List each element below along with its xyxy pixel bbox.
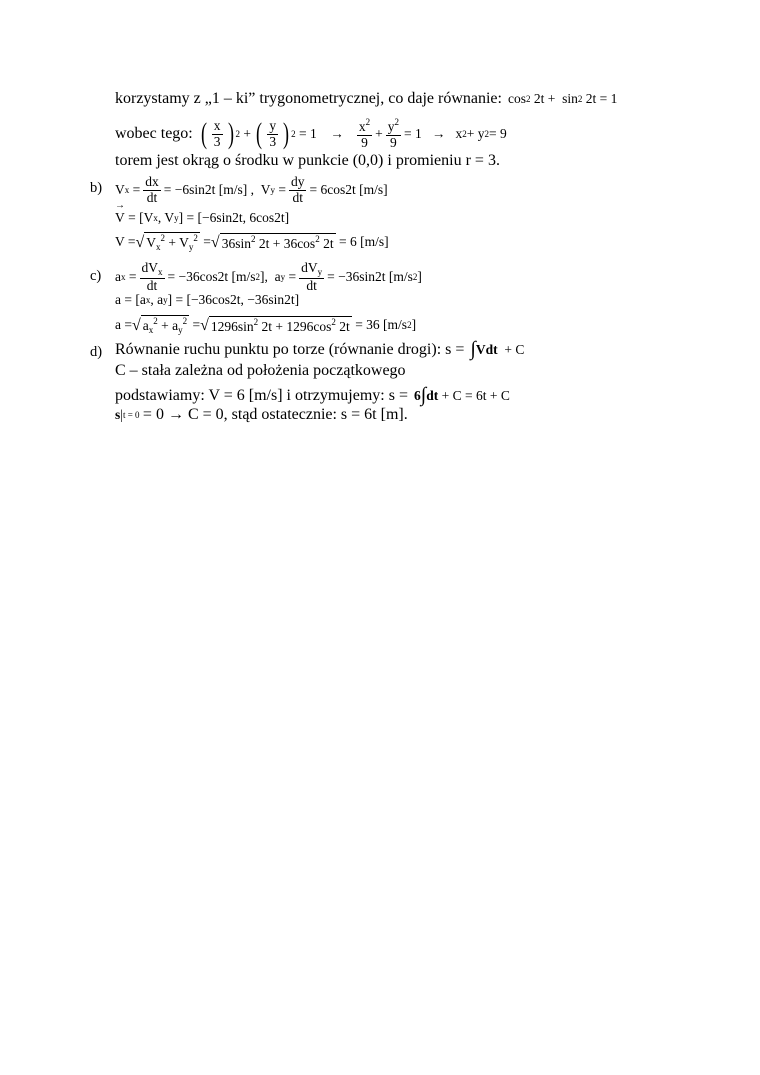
equation-acceleration-magnitude: a = √ $a_x^2 + a_y^2$ = √ $1296\sin^2$ $2t + 1296\cos^2$ 2t = 36 [m/s 2 ] — [115, 316, 417, 335]
text-final-result: = 0 → C = 0, stąd ostatecznie: s = 6t [m]. — [142, 406, 408, 423]
equation-acceleration-components: a x = $\frac{dV_x}{dt}$ = −36cos2t [m/s 2 ], a y = $\frac{dV_y}{dt}$ = −36sin2t [m/s 2 ] — [115, 260, 422, 293]
text-substitution: podstawiamy: V = 6 [m/s] i otrzymujemy: s = — [115, 386, 408, 404]
line-final-result — [115, 406, 408, 424]
equation-trig-identity: cos 2 2t + sin 2 2t = 1 — [507, 91, 618, 106]
line-velocity-magnitude — [115, 232, 389, 252]
item-marker-d: d) — [90, 344, 103, 360]
line-acceleration-magnitude — [115, 315, 416, 335]
line-constant-description — [115, 362, 406, 380]
line-velocity-vector — [115, 200, 290, 226]
line-circle-description — [115, 152, 500, 170]
line-acceleration-components — [115, 258, 422, 296]
equation-circle: ( $\frac{x}{3}$ ) 2 + ( $\frac{y}{3}$ ) 2 = 1 → $\frac{x^2}{9}$ + $\frac{y^2}{9}$ = 1 → x 2 + y 2 = 9 — [200, 117, 507, 150]
equation-velocity-vector: V → = [V x , V y ] = [−6sin2t, 6cos2t] — [115, 200, 290, 225]
item-marker-b: b) — [90, 180, 103, 196]
text-wobec-tego: wobec tego: — [115, 125, 193, 142]
line-acceleration-vector — [115, 292, 299, 308]
line-circle-equation — [115, 114, 507, 154]
equation-velocity-components: V x = $\frac{dx}{dt}$ = −6sin2t [m/s] , V y = $\frac{dy}{dt}$ = 6cos2t [m/s] — [115, 174, 388, 205]
line-substitution — [115, 384, 510, 407]
text-constant-description: C – stała zależna od położenia początkowego — [115, 362, 406, 379]
line-velocity-components — [115, 172, 388, 208]
item-marker-c: c) — [90, 268, 102, 284]
equation-initial-condition: s | t = 0 — [115, 407, 140, 422]
line-trig-identity — [115, 90, 617, 108]
line-equation-of-motion — [115, 338, 524, 361]
equation-acceleration-vector: a = [a x , a y ] = [−36cos2t, −36sin2t] — [115, 292, 300, 307]
equation-velocity-magnitude: V = √ $V_x^2 + V_y^2$ = √ $36\sin^2$ $2t + 36\cos^2$ 2t = 6 [m/s] — [115, 233, 389, 252]
text-trig-identity: korzystamy z „1 – ki” trygonometrycznej, co daje równanie: — [115, 90, 502, 107]
equation-path-result: 6 ∫ dt + C = 6t + C — [414, 384, 510, 406]
text-circle-description: torem jest okrąg o środku w punkcie (0,0) i promieniu r = 3. — [115, 152, 500, 169]
text-equation-of-motion: Równanie ruchu punktu po torze (równanie drogi): s = — [115, 340, 465, 358]
equation-path-integral: ∫ Vdt + C — [470, 338, 525, 360]
